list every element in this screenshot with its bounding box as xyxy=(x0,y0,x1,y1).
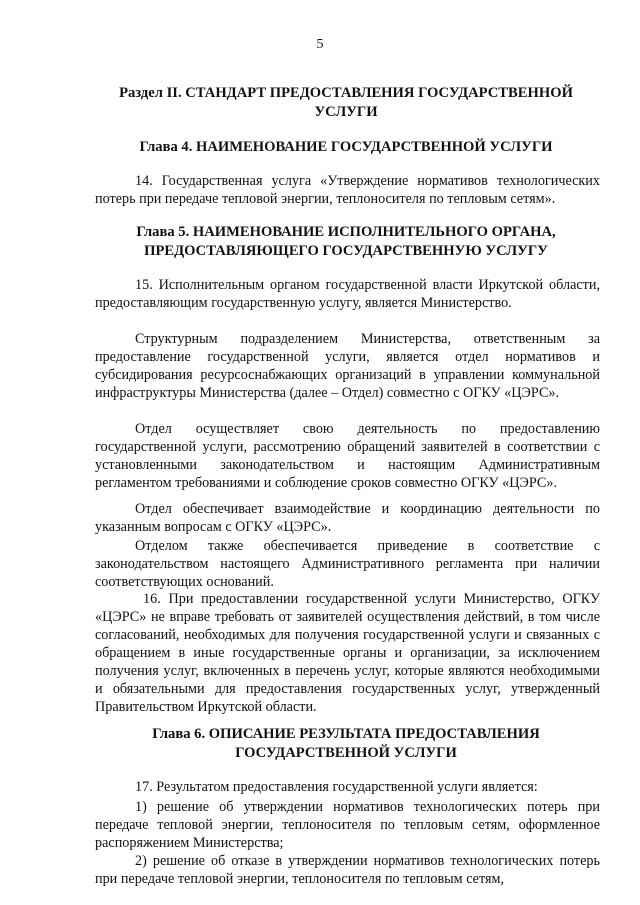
paragraph-15: 15. Исполнительным органом государственной власти Иркутской области, предоставляющим государственную услугу, является Министерство. xyxy=(95,277,600,311)
page-number: 5 xyxy=(316,37,324,52)
section-title: Раздел II. СТАНДАРТ ПРЕДОСТАВЛЕНИЯ ГОСУДАРСТВЕННОЙ УСЛУГИ xyxy=(119,85,573,120)
paragraph-17-item-2: 2) решение об отказе в утверждении нормативов технологических потерь при передаче тепловой энергии, теплоносителя по тепловым сетям, xyxy=(95,853,600,887)
chapter-6-title: Глава 6. ОПИСАНИЕ РЕЗУЛЬТАТА ПРЕДОСТАВЛЕНИЯ ГОСУДАРСТВЕННОЙ УСЛУГИ xyxy=(152,726,540,761)
paragraph-15-department-activity: Отдел осуществляет свою деятельность по предоставлению государственной услуги, рассмотрению обращений заявителей в соответствии с установленными законодательством и настоящим Административным регламентом требованиями и соблюдение сроков совместно ОГКУ «ЦЭРС». xyxy=(95,421,600,491)
paragraph-15-compliance: Отделом также обеспечивается приведение в соответствие с законодательством настоящего Административного регламента при наличии соответствующих оснований. xyxy=(95,538,600,590)
chapter-5-title: Глава 5. НАИМЕНОВАНИЕ ИСПОЛНИТЕЛЬНОГО ОРГАНА, ПРЕДОСТАВЛЯЮЩЕГО ГОСУДАРСТВЕННУЮ УСЛУГУ xyxy=(136,224,556,259)
paragraph-14: 14. Государственная услуга «Утверждение нормативов технологических потерь при передаче тепловой энергии, теплоносителя по тепловым сетям». xyxy=(95,173,600,207)
chapter-4-title: Глава 4. НАИМЕНОВАНИЕ ГОСУДАРСТВЕННОЙ УСЛУГИ xyxy=(139,139,553,155)
paragraph-17-item-1: 1) решение об утверждении нормативов технологических потерь при передаче тепловой энергии, теплоносителя по тепловым сетям, оформленное распоряжением Министерства; xyxy=(95,799,600,851)
paragraph-15-coordination: Отдел обеспечивает взаимодействие и координацию деятельности по указанным вопросам с ОГКУ «ЦЭРС». xyxy=(95,501,600,535)
paragraph-16: 16. При предоставлении государственной услуги Министерство, ОГКУ «ЦЭРС» не вправе требовать от заявителей осуществления действий, в том числе согласований, необходимых для получения государственной услуги и связанных с обращением в иные государственные органы и организации, за исключением получения услуг, включенных в перечень услуг, которые являются необходимыми и обязательными для предоставления государственных услуг, утвержденный Правительством Иркутской области. xyxy=(95,591,600,715)
paragraph-15-structural-unit: Структурным подразделением Министерства, ответственным за предоставление государственной услуги, является отдел нормативов и субсидирования ресурсоснабжающих организаций в управлении коммунальной инфраструктуры Министерства (далее – Отдел) совместно с ОГКУ «ЦЭРС». xyxy=(95,331,600,401)
paragraph-17: 17. Результатом предоставления государственной услуги является: xyxy=(135,779,538,795)
